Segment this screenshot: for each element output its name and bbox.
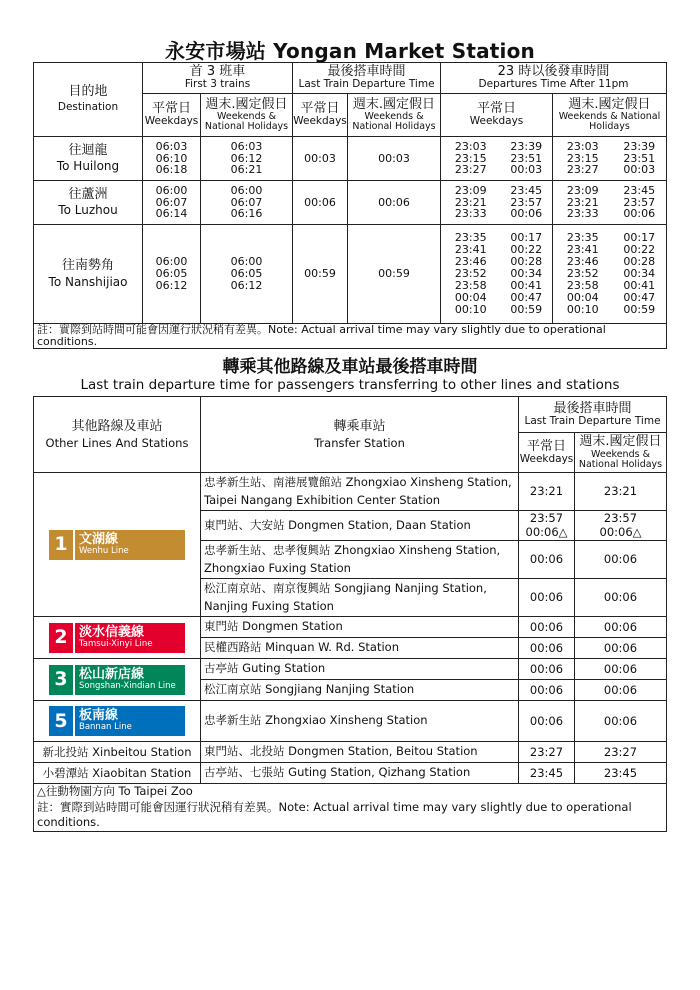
- time-cell: 00:06: [575, 617, 667, 638]
- time-cell: 00:06: [519, 680, 575, 701]
- time-cell: 00:06: [575, 659, 667, 680]
- time-cell: 00:06: [575, 579, 667, 617]
- station-title: 永安市場站 Yongan Market Station: [165, 39, 535, 63]
- time-cell: 23:45: [519, 763, 575, 784]
- other-lines-header: 其他路線及車站 Other Lines And Stations: [34, 397, 201, 473]
- time-cell: 00:06: [293, 181, 348, 225]
- weekdays-header: 平常日 Weekdays: [441, 94, 553, 137]
- table-row: [34, 137, 667, 181]
- transfer-station: 忠孝新生站 Zhongxiao Xinsheng Station: [201, 701, 519, 742]
- time-cell: 00:06: [575, 541, 667, 579]
- transfer-subtitle: Last train departure time for passengers transferring to other lines and stations: [80, 377, 620, 393]
- songshan-line-badge: 3 松山新店線 Songshan-Xindian Line: [49, 665, 185, 695]
- weekdays-header: 平常日 Weekdays: [293, 94, 348, 137]
- time-cell: 23:45: [575, 763, 667, 784]
- other-station-cell: 小碧潭站 Xiaobitan Station: [34, 763, 201, 784]
- time-cell: 00:59: [293, 225, 348, 324]
- after11-header: 23 時以後發車時間 Departures Time After 11pm: [441, 63, 667, 94]
- time-cell: 06:00 06:07 06:16: [201, 181, 293, 225]
- time-cell: 00:06: [519, 659, 575, 680]
- transfer-title: 轉乘其他路線及車站最後搭車時間: [222, 357, 478, 377]
- table-row: [34, 659, 667, 680]
- transfer-table: [33, 396, 667, 832]
- time-cell: 00:17 00:22 00:28 00:34 00:41 00:47 00:59: [613, 225, 667, 324]
- line-cell-wenhu: [34, 473, 201, 617]
- weekends-header: 週末.國定假日 Weekends & National Holidays: [553, 94, 667, 137]
- schedule-table: [33, 62, 667, 349]
- transfer-station-header: 轉乘車站 Transfer Station: [201, 397, 519, 473]
- destination-cell: 往南勢角 To Nanshijiao: [34, 225, 143, 324]
- transfer-station: 古亭站 Guting Station: [201, 659, 519, 680]
- table-row: [34, 473, 667, 511]
- line-cell-bannan: [34, 701, 201, 742]
- table-row: [34, 617, 667, 638]
- destination-cell: 往蘆洲 To Luzhou: [34, 181, 143, 225]
- time-cell: 00:06: [575, 680, 667, 701]
- time-cell: 00:06: [519, 701, 575, 742]
- bannan-line-badge: 5 板南線 Bannan Line: [49, 706, 185, 736]
- table-row: [34, 763, 667, 784]
- time-cell: 23:35 23:41 23:46 23:52 23:58 00:04 00:10: [441, 225, 501, 324]
- time-cell: 00:17 00:22 00:28 00:34 00:41 00:47 00:59: [501, 225, 553, 324]
- transfer-station: 松江南京站 Songjiang Nanjing Station: [201, 680, 519, 701]
- time-cell: 23:09 23:21 23:33: [553, 181, 613, 225]
- table-row: [34, 701, 667, 742]
- time-cell: 23:27: [575, 742, 667, 763]
- transfer-station: 松江南京站、南京復興站 Songjiang Nanjing Station, Nanjing Fuxing Station: [201, 579, 519, 617]
- table-row: [34, 742, 667, 763]
- time-cell: 23:03 23:15 23:27: [441, 137, 501, 181]
- line-cell-tamsui: [34, 617, 201, 659]
- other-station-cell: 新北投站 Xinbeitou Station: [34, 742, 201, 763]
- destination-cell: 往迴龍 To Huilong: [34, 137, 143, 181]
- weekdays-header: 平常日 Weekdays: [143, 94, 201, 137]
- table-row: [34, 225, 667, 324]
- transfer-station: 古亭站、七張站 Guting Station, Qizhang Station: [201, 763, 519, 784]
- time-cell: 00:03: [293, 137, 348, 181]
- time-cell: 06:00 06:05 06:12: [201, 225, 293, 324]
- time-cell: 00:59: [348, 225, 441, 324]
- transfer-station: 忠孝新生站、南港展覽館站 Zhongxiao Xinsheng Station, Taipei Nangang Exhibition Center Station: [201, 473, 519, 511]
- time-cell: 23:27: [519, 742, 575, 763]
- time-cell: 06:03 06:12 06:21: [201, 137, 293, 181]
- table-row: [34, 181, 667, 225]
- note-text: 註：實際到站時間可能會因運行狀況稍有差異。Note: Actual arrival time may vary slightly due to operational conditions.: [37, 799, 632, 830]
- destination-header: 目的地 Destination: [34, 63, 143, 137]
- time-cell: 23:21: [519, 473, 575, 511]
- first3-header: 首 3 班車 First 3 trains: [143, 63, 293, 94]
- time-cell: 23:03 23:15 23:27: [553, 137, 613, 181]
- weekdays-header: 平常日 Weekdays: [519, 433, 575, 473]
- time-cell: 06:00 06:07 06:14: [143, 181, 201, 225]
- time-cell: 23:39 23:51 00:03: [613, 137, 667, 181]
- weekends-header: 週末.國定假日 Weekends & National Holidays: [201, 94, 293, 137]
- note-text: 註：實際到站時間可能會因運行狀況稍有差異。Note: Actual arrival time may vary slightly due to operational conditions.: [34, 324, 667, 349]
- time-cell: 23:57 00:06△: [519, 511, 575, 541]
- zoo-note: △往動物園方向 To Taipei Zoo: [37, 784, 193, 798]
- time-cell: 23:35 23:41 23:46 23:52 23:58 00:04 00:10: [553, 225, 613, 324]
- time-cell: 00:06: [519, 638, 575, 659]
- time-cell: 23:45 23:57 00:06: [613, 181, 667, 225]
- transfer-station: 民權西路站 Minquan W. Rd. Station: [201, 638, 519, 659]
- wenhu-line-badge: 1 文湖線 Wenhu Line: [49, 530, 185, 560]
- time-cell: 23:45 23:57 00:06: [501, 181, 553, 225]
- last-train-header: 最後搭車時間 Last Train Departure Time: [519, 397, 667, 433]
- transfer-station: 東門站、大安站 Dongmen Station, Daan Station: [201, 511, 519, 541]
- time-cell: 00:03: [348, 137, 441, 181]
- transfer-station: 東門站 Dongmen Station: [201, 617, 519, 638]
- time-cell: 00:06: [348, 181, 441, 225]
- tamsui-line-badge: 2 淡水信義線 Tamsui-Xinyi Line: [49, 623, 185, 653]
- time-cell: 06:03 06:10 06:18: [143, 137, 201, 181]
- time-cell: 00:06: [575, 701, 667, 742]
- time-cell: 23:57 00:06△: [575, 511, 667, 541]
- transfer-station: 忠孝新生站、忠孝復興站 Zhongxiao Xinsheng Station, Zhongxiao Fuxing Station: [201, 541, 519, 579]
- line-cell-songshan: [34, 659, 201, 701]
- weekends-header: 週末.國定假日 Weekends & National Holidays: [348, 94, 441, 137]
- time-cell: 00:06: [519, 579, 575, 617]
- last-train-header: 最後搭車時間 Last Train Departure Time: [293, 63, 441, 94]
- time-cell: 00:06: [575, 638, 667, 659]
- time-cell: 06:00 06:05 06:12: [143, 225, 201, 324]
- notes-cell: [34, 784, 667, 832]
- transfer-station: 東門站、北投站 Dongmen Station, Beitou Station: [201, 742, 519, 763]
- time-cell: 23:39 23:51 00:03: [501, 137, 553, 181]
- time-cell: 23:21: [575, 473, 667, 511]
- time-cell: 00:06: [519, 541, 575, 579]
- time-cell: 23:09 23:21 23:33: [441, 181, 501, 225]
- weekends-header: 週末.國定假日 Weekends & National Holidays: [575, 433, 667, 473]
- time-cell: 00:06: [519, 617, 575, 638]
